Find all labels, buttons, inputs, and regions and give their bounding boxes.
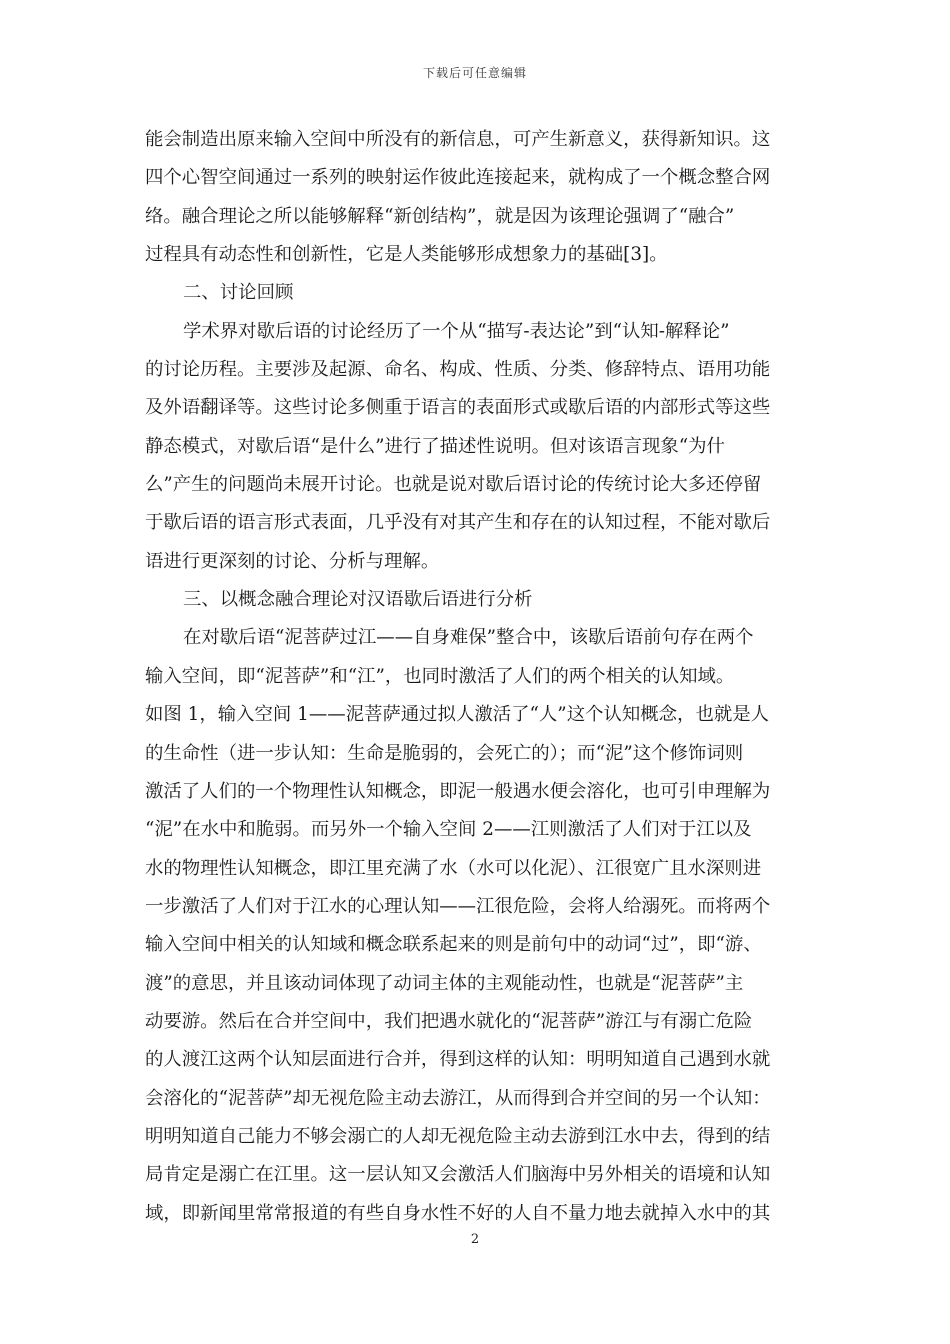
text-line: 的人渡江这两个认知层面进行合并，得到这样的认知：明明知道自己遇到水就: [145, 1049, 771, 1071]
text-line: 明明知道自己能力不够会溺亡的人却无视危险主动去游到江水中去，得到的结: [145, 1125, 771, 1147]
text-line: 会溶化的“泥菩萨”却无视危险主动去游江，从而得到合并空间的另一个认知：: [145, 1087, 771, 1109]
text-line: 过程具有动态性和创新性，它是人类能够形成想象力的基础[3]。: [145, 244, 668, 266]
text-line: 在对歇后语“泥菩萨过江——自身难保”整合中，该歇后语前句存在两个: [183, 627, 754, 649]
text-line: 么”产生的问题尚未展开讨论。也就是说对歇后语讨论的传统讨论大多还停留: [145, 474, 762, 496]
text-line: 能会制造出原来输入空间中所没有的新信息，可产生新意义，获得新知识。这: [145, 129, 771, 150]
text-line: 输入空间中相关的认知域和概念联系起来的则是前句中的动词“过”，即“游、: [145, 934, 762, 956]
text-line: 水的物理性认知概念，即江里充满了水（水可以化泥）、江很宽广且水深则进: [145, 857, 762, 879]
text-line: 动要游。然后在合并空间中，我们把遇水就化的“泥菩萨”游江与有溺亡危险: [145, 1010, 753, 1032]
section-heading-discussion-review: 二、讨论回顾: [183, 282, 294, 304]
text-line: 一步激活了人们对于江水的心理认知——江很危险，会将人给溺死。而将两个: [145, 895, 771, 917]
text-line: 的讨论历程。主要涉及起源、命名、构成、性质、分类、修辞特点、语用功能: [145, 359, 771, 381]
text-line: 激活了人们的一个物理性认知概念，即泥一般遇水便会溶化，也可引申理解为: [145, 780, 771, 802]
text-line: 输入空间，即“泥菩萨”和“江”，也同时激活了人们的两个相关的认知域。: [145, 665, 735, 687]
body-text: [145, 121, 807, 1233]
text-line: 语进行更深刻的讨论、分析与理解。: [145, 550, 440, 572]
text-line: 及外语翻译等。这些讨论多侧重于语言的表面形式或歇后语的内部形式等这些: [145, 397, 771, 419]
text-line: 络。融合理论之所以能够解释“新创结构”，就是因为该理论强调了“融合”: [145, 205, 735, 227]
text-line: 静态模式，对歇后语“是什么”进行了描述性说明。但对该语言现象“为什: [145, 435, 725, 457]
text-line: 于歇后语的语言形式表面，几乎没有对其产生和存在的认知过程，不能对歇后: [145, 512, 771, 534]
text-line: 四个心智空间通过一系列的映射运作彼此连接起来，就构成了一个概念整合网: [145, 167, 771, 189]
text-line: 域，即新闻里常常报道的有些自身水性不好的人自不量力地去就掉入水中的其: [145, 1202, 771, 1224]
page-header: 下载后可任意编辑: [422, 66, 527, 80]
text-line: 如图 1，输入空间 1——泥菩萨通过拟人激活了“人”这个认知概念，也就是人: [145, 704, 770, 726]
text-line: 的生命性（进一步认知：生命是脆弱的，会死亡的）；而“泥”这个修饰词则: [145, 742, 744, 764]
text-line: 局肯定是溺亡在江里。这一层认知又会激活人们脑海中另外相关的语境和认知: [145, 1164, 771, 1186]
text-line: “泥”在水中和脆弱。而另外一个输入空间 2——江则激活了人们对于江以及: [145, 819, 752, 841]
page-number: 2: [470, 1232, 480, 1247]
text-line: 渡”的意思，并且该动词体现了动词主体的主观能动性，也就是“泥菩萨”主: [145, 972, 744, 994]
text-line: 学术界对歇后语的讨论经历了一个从“描写-表达论”到“认知-解释论”: [183, 320, 730, 342]
section-heading-analysis: 三、以概念融合理论对汉语歇后语进行分析: [183, 589, 533, 611]
